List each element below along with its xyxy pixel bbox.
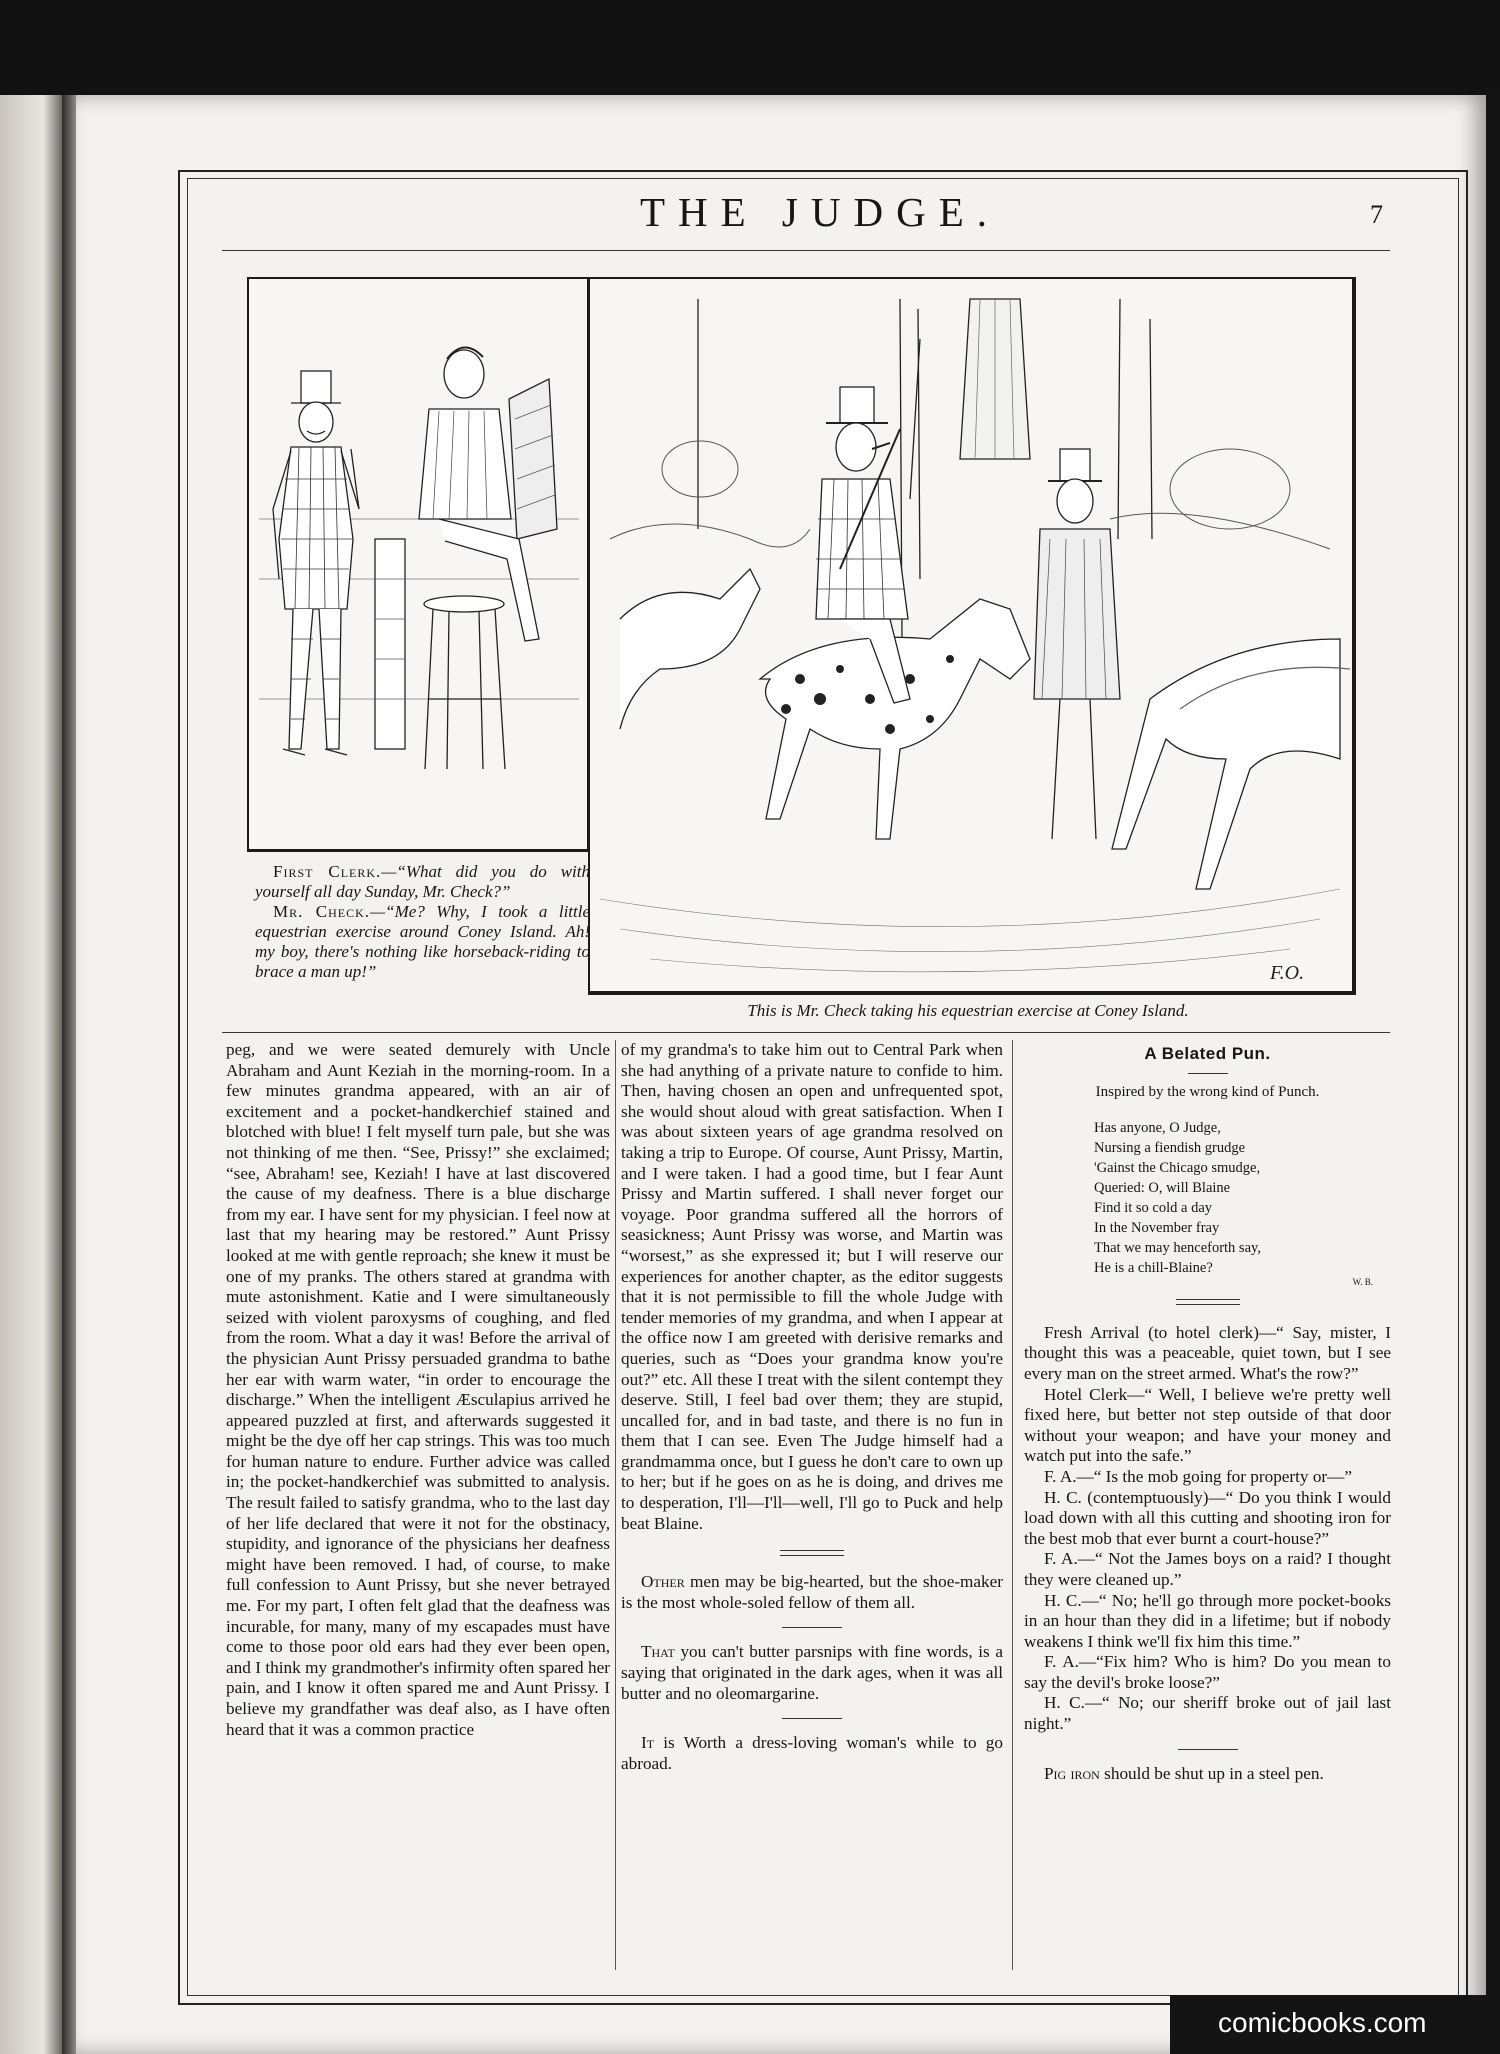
column-1 — [226, 1040, 610, 1740]
double-rule — [780, 1550, 844, 1556]
joke-pig-iron — [1024, 1764, 1391, 1785]
site-watermark: comicbooks.com — [1218, 2007, 1427, 2038]
story-conclusion: of my grandma's to take him out to Central Park when she had anything of a private nature to confide to him. Then, having chosen an open and unfrequented spot, she would shout aloud with great satisfaction. When I was about sixteen years of age grandma resolved on taking a trip to Europe. Of course, Aunt Prissy, Martin, and I were taken. I had a good time, but I fear Aunt Prissy and Martin suffered. I shall never forget our voyage. Poor grandma suffered all the horrors of seasickness; Aunt Prissy was worse, and Martin was “worsest,” as she expressed it; but I will reserve our experiences for another chapter, as the editor suggests that it is not permissible to fill the whole Judge with tender memories of my grandma, and when I appear at the office now I am greeted with derisive remarks and queries, such as “Does your grandma know you're out?” etc. All these I treat with the silent contempt they deserve. Still, I feel bad over them; they are stupid, uncalled for, and in bad taste, and there is no fun in them that I can see. Even The Judge himself had a grandmamma once, but I guess he don't care to own up to her; but if he goes on as he is doing, and drives me to desperation, I'll—I'll—well, I'll go to Puck and help beat Blaine. — [621, 1040, 1003, 1533]
dialogue-line: F. A.—“ Is the mob going for property or—” — [1044, 1466, 1352, 1486]
joke-shoemaker — [621, 1572, 1003, 1613]
column-divider-1 — [615, 1040, 616, 1970]
caption-line-1 — [255, 862, 590, 902]
left-page-edge — [0, 95, 62, 2054]
scan-top-band — [0, 0, 1500, 95]
pun-subtitle: Inspired by the wrong kind of Punch. — [1095, 1083, 1320, 1100]
clerks-drawing — [249, 279, 587, 849]
illustration-clerks — [247, 277, 589, 852]
illustration-carousel — [588, 277, 1356, 995]
joke-text: you can't butter parsnips with fine words, is a saying that originated in the dark ages, when it was all butter and no oleomargarine. — [621, 1642, 1003, 1703]
dialogue-line: Fresh Arrival (to hotel clerk)—“ Say, mister, I thought this was a peaceable, quiet town, but I see every man on the street armed. What's the row?” — [1024, 1322, 1391, 1383]
dialogue-line: F. A.—“Fix him? Who is him? Do you mean to say the devil's broke loose?” — [1024, 1652, 1391, 1692]
poem-line: Nursing a fiendish grudge — [1094, 1140, 1246, 1157]
rule — [1188, 1073, 1228, 1074]
rule — [1178, 1749, 1238, 1750]
poem-line: 'Gainst the Chicago smudge, — [1094, 1160, 1261, 1177]
poem-line: That we may henceforth say, — [1094, 1240, 1261, 1257]
poem-signature: W. B. — [1352, 1277, 1373, 1288]
joke-lead: It — [641, 1733, 655, 1753]
masthead-rule — [222, 250, 1390, 251]
pun-poem — [1094, 1118, 1391, 1278]
carousel-drawing — [590, 279, 1352, 991]
rule — [782, 1718, 842, 1719]
dialogue-line: H. C. (contemptuously)—“ Do you think I would load down with all this cutting and shooting iron for the best mob that ever burnt a court-house?” — [1024, 1487, 1391, 1548]
caption-quote-2: —“Me? Why, I took a little equestrian exercise around Coney Island. Ah! my boy, there's nothing like horseback-riding to brace a man up!” — [255, 902, 591, 981]
joke-text: should be shut up in a steel pen. — [1099, 1763, 1324, 1783]
poem-line: Queried: O, will Blaine — [1094, 1180, 1231, 1197]
joke-lead: Pig iron — [1044, 1763, 1100, 1783]
column-3 — [1024, 1040, 1391, 1784]
dialogue-line: Hotel Clerk—“ Well, I believe we're pretty well fixed here, but better not step outside of that door without your weapon; and have your money and watch put into the safe.” — [1024, 1384, 1391, 1466]
joke-text: men may be big-hearted, but the shoe-maker is the most whole-soled fellow of them all. — [621, 1572, 1003, 1612]
joke-lead: Other — [641, 1572, 685, 1592]
caption-quote-1: —“What did you do with yourself all day Sunday, Mr. Check?” — [255, 862, 590, 901]
dialogue-line: F. A.—“ Not the James boys on a raid? I thought they were cleaned up.” — [1024, 1549, 1391, 1589]
poem-line: He is a chill-Blaine? — [1094, 1260, 1213, 1277]
story-paragraph: peg, and we were seated demurely with Uncle Abraham and Aunt Keziah in the morning-room. In a few minutes grandma appeared, with an air of excitement and a pocket-handkerchief stained and blotched with blue! I felt myself turn pale, but she was not thinking of me then. “See, Prissy!” she exclaimed; “see, Abraham! see, Keziah! I have at last discovered the cause of my deafness. There is a blue discharge from my ear. I have sent for my physician. I feel now at last that my hearing may be restored.” Aunt Prissy looked at me with gentle reproach; she knew it must be one of my pranks. The others stared at grandma with mute astonishment. Katie and I were simultaneously seized with violent paroxysms of coughing, and fled from the room. What a day it was! Before the arrival of the physician Aunt Prissy persuaded grandma to bathe her ear with warm water, “in order to encourage the discharge.” When the intelligent Æsculapius arrived he appeared puzzled at first, and afterwards suggested it might be the dye off her cap strings. This was too much for human nature to endure. Further advice was called in; the pocket-handkerchief was submitted to analysis. The result failed to satisfy grandma, who to the last day of her life declared that were it not for the obstinacy, stupidity, and ignorance of the physicians her deafness might have been removed. I had, of course, to make full confession to Aunt Prissy, but she never betrayed me. For my part, I often felt glad that the deafness was incurable, for many, many of my escapades must have come to those poor old ears had they ever been open, and I think my grandmother's infirmity often spared her pain, and I know it often spared me and Aunt Prissy. I believe my grandfather was deaf also, as I have often heard that it was a common practice — [226, 1040, 610, 1739]
joke-text: is Worth a dress-loving woman's while to go abroad. — [621, 1733, 1003, 1773]
caption-clerks — [255, 862, 590, 982]
rule — [782, 1627, 842, 1628]
joke-parsnips — [621, 1642, 1003, 1704]
masthead-title: THE JUDGE. — [639, 189, 1001, 235]
speaker-first-clerk: First Clerk. — [273, 862, 382, 881]
dialogue-line: H. C.—“ No; our sheriff broke out of jail last night.” — [1024, 1693, 1391, 1734]
illustration-signature: F.O. — [1270, 962, 1305, 984]
joke-worth — [621, 1733, 1003, 1774]
book-gutter — [62, 95, 76, 2054]
pun-title: A Belated Pun. — [1144, 1044, 1271, 1063]
caption-carousel: This is Mr. Check taking his equestrian exercise at Coney Island. — [747, 1001, 1189, 1020]
double-rule — [1176, 1299, 1240, 1305]
poem-line: Find it so cold a day — [1094, 1200, 1213, 1217]
caption-line-2 — [255, 902, 590, 982]
dialogue-line: H. C.—“ No; he'll go through more pocket-books in an hour than they did in a lifetime; but if nobody weakens I think we'll fix him this time.” — [1024, 1590, 1391, 1651]
section-rule — [222, 1032, 1390, 1033]
column-2 — [621, 1040, 1003, 1774]
page-number: 7 — [1370, 200, 1383, 229]
speaker-mr-check: Mr. Check. — [273, 902, 371, 921]
poem-line: In the November fray — [1094, 1220, 1220, 1237]
column-divider-2 — [1012, 1040, 1013, 1970]
joke-lead: That — [641, 1642, 675, 1662]
poem-line: Has anyone, O Judge, — [1094, 1120, 1221, 1137]
